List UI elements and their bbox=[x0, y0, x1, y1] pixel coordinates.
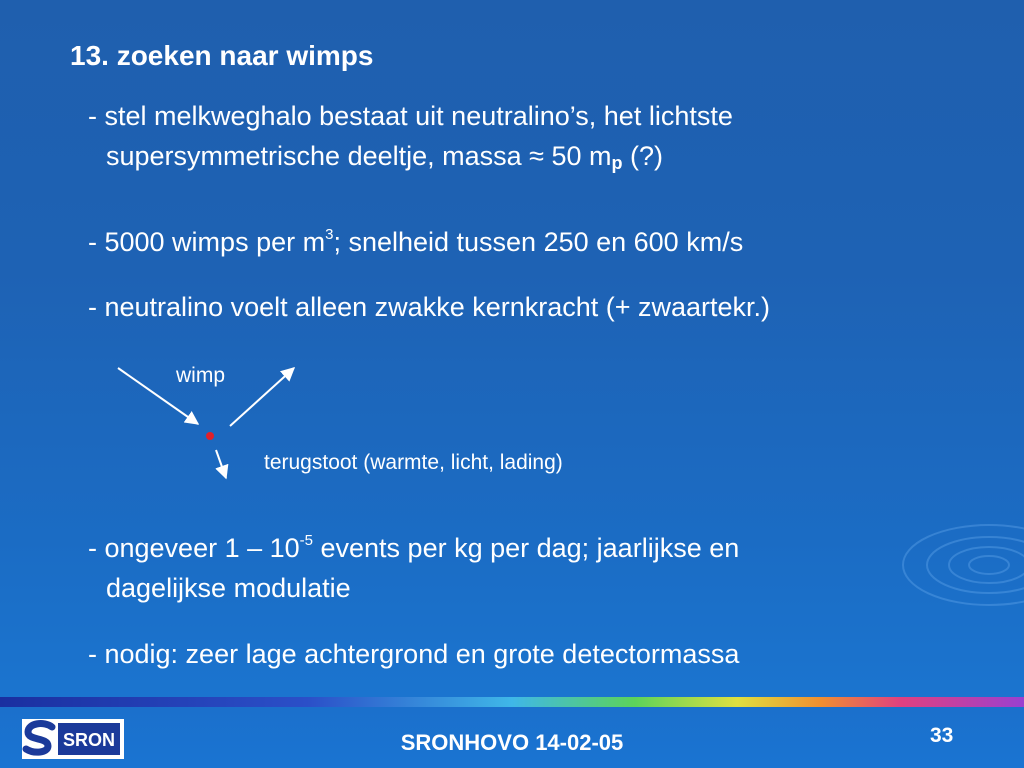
outgoing-arrow bbox=[230, 368, 294, 426]
bullet-text: ; snelheid tussen 250 en 600 km/s bbox=[333, 227, 744, 257]
footer-center-text: SRONHOVO 14-02-05 bbox=[400, 730, 624, 755]
bullet-text: - ongeveer 1 – 10 bbox=[88, 533, 300, 563]
nucleus-dot bbox=[206, 432, 214, 440]
bullet-wimp-density bbox=[88, 222, 743, 262]
footer-color-band bbox=[0, 697, 1024, 707]
subscript-p: p bbox=[611, 153, 623, 173]
logo-text: SRON bbox=[62, 730, 116, 750]
bullet-text: - stel melkweghalo bestaat uit neutralino’s, het lichtste bbox=[88, 101, 733, 131]
recoil-arrow bbox=[216, 450, 226, 478]
bullet-text: supersymmetrische deeltje, massa ≈ 50 m bbox=[106, 141, 612, 171]
bullet-text: - 5000 wimps per m bbox=[88, 227, 326, 257]
superscript: -5 bbox=[299, 532, 313, 549]
bullet-text-continued: dagelijkse modulatie bbox=[106, 573, 351, 603]
bullet-neutralino-halo bbox=[88, 96, 733, 176]
bullet-requirements: - nodig: zeer lage achtergrond en grote detectormassa bbox=[88, 639, 740, 669]
wimp-label: wimp bbox=[176, 364, 226, 387]
recoil-label: terugstoot (warmte, licht, lading) bbox=[264, 451, 563, 474]
bullet-text: events per kg per dag; jaarlijkse en bbox=[313, 533, 740, 563]
superscript: 3 bbox=[325, 226, 334, 243]
slide-title: 13. zoeken naar wimps bbox=[70, 40, 374, 71]
ripple-decoration bbox=[864, 470, 1024, 670]
bullet-weak-force: - neutralino voelt alleen zwakke kernkracht (+ zwaartekr.) bbox=[88, 292, 771, 322]
bullet-text: (?) bbox=[622, 141, 663, 171]
bullet-text-continued bbox=[88, 136, 733, 176]
bullet-event-rate bbox=[88, 528, 739, 608]
slide-number: 33 bbox=[930, 724, 954, 747]
